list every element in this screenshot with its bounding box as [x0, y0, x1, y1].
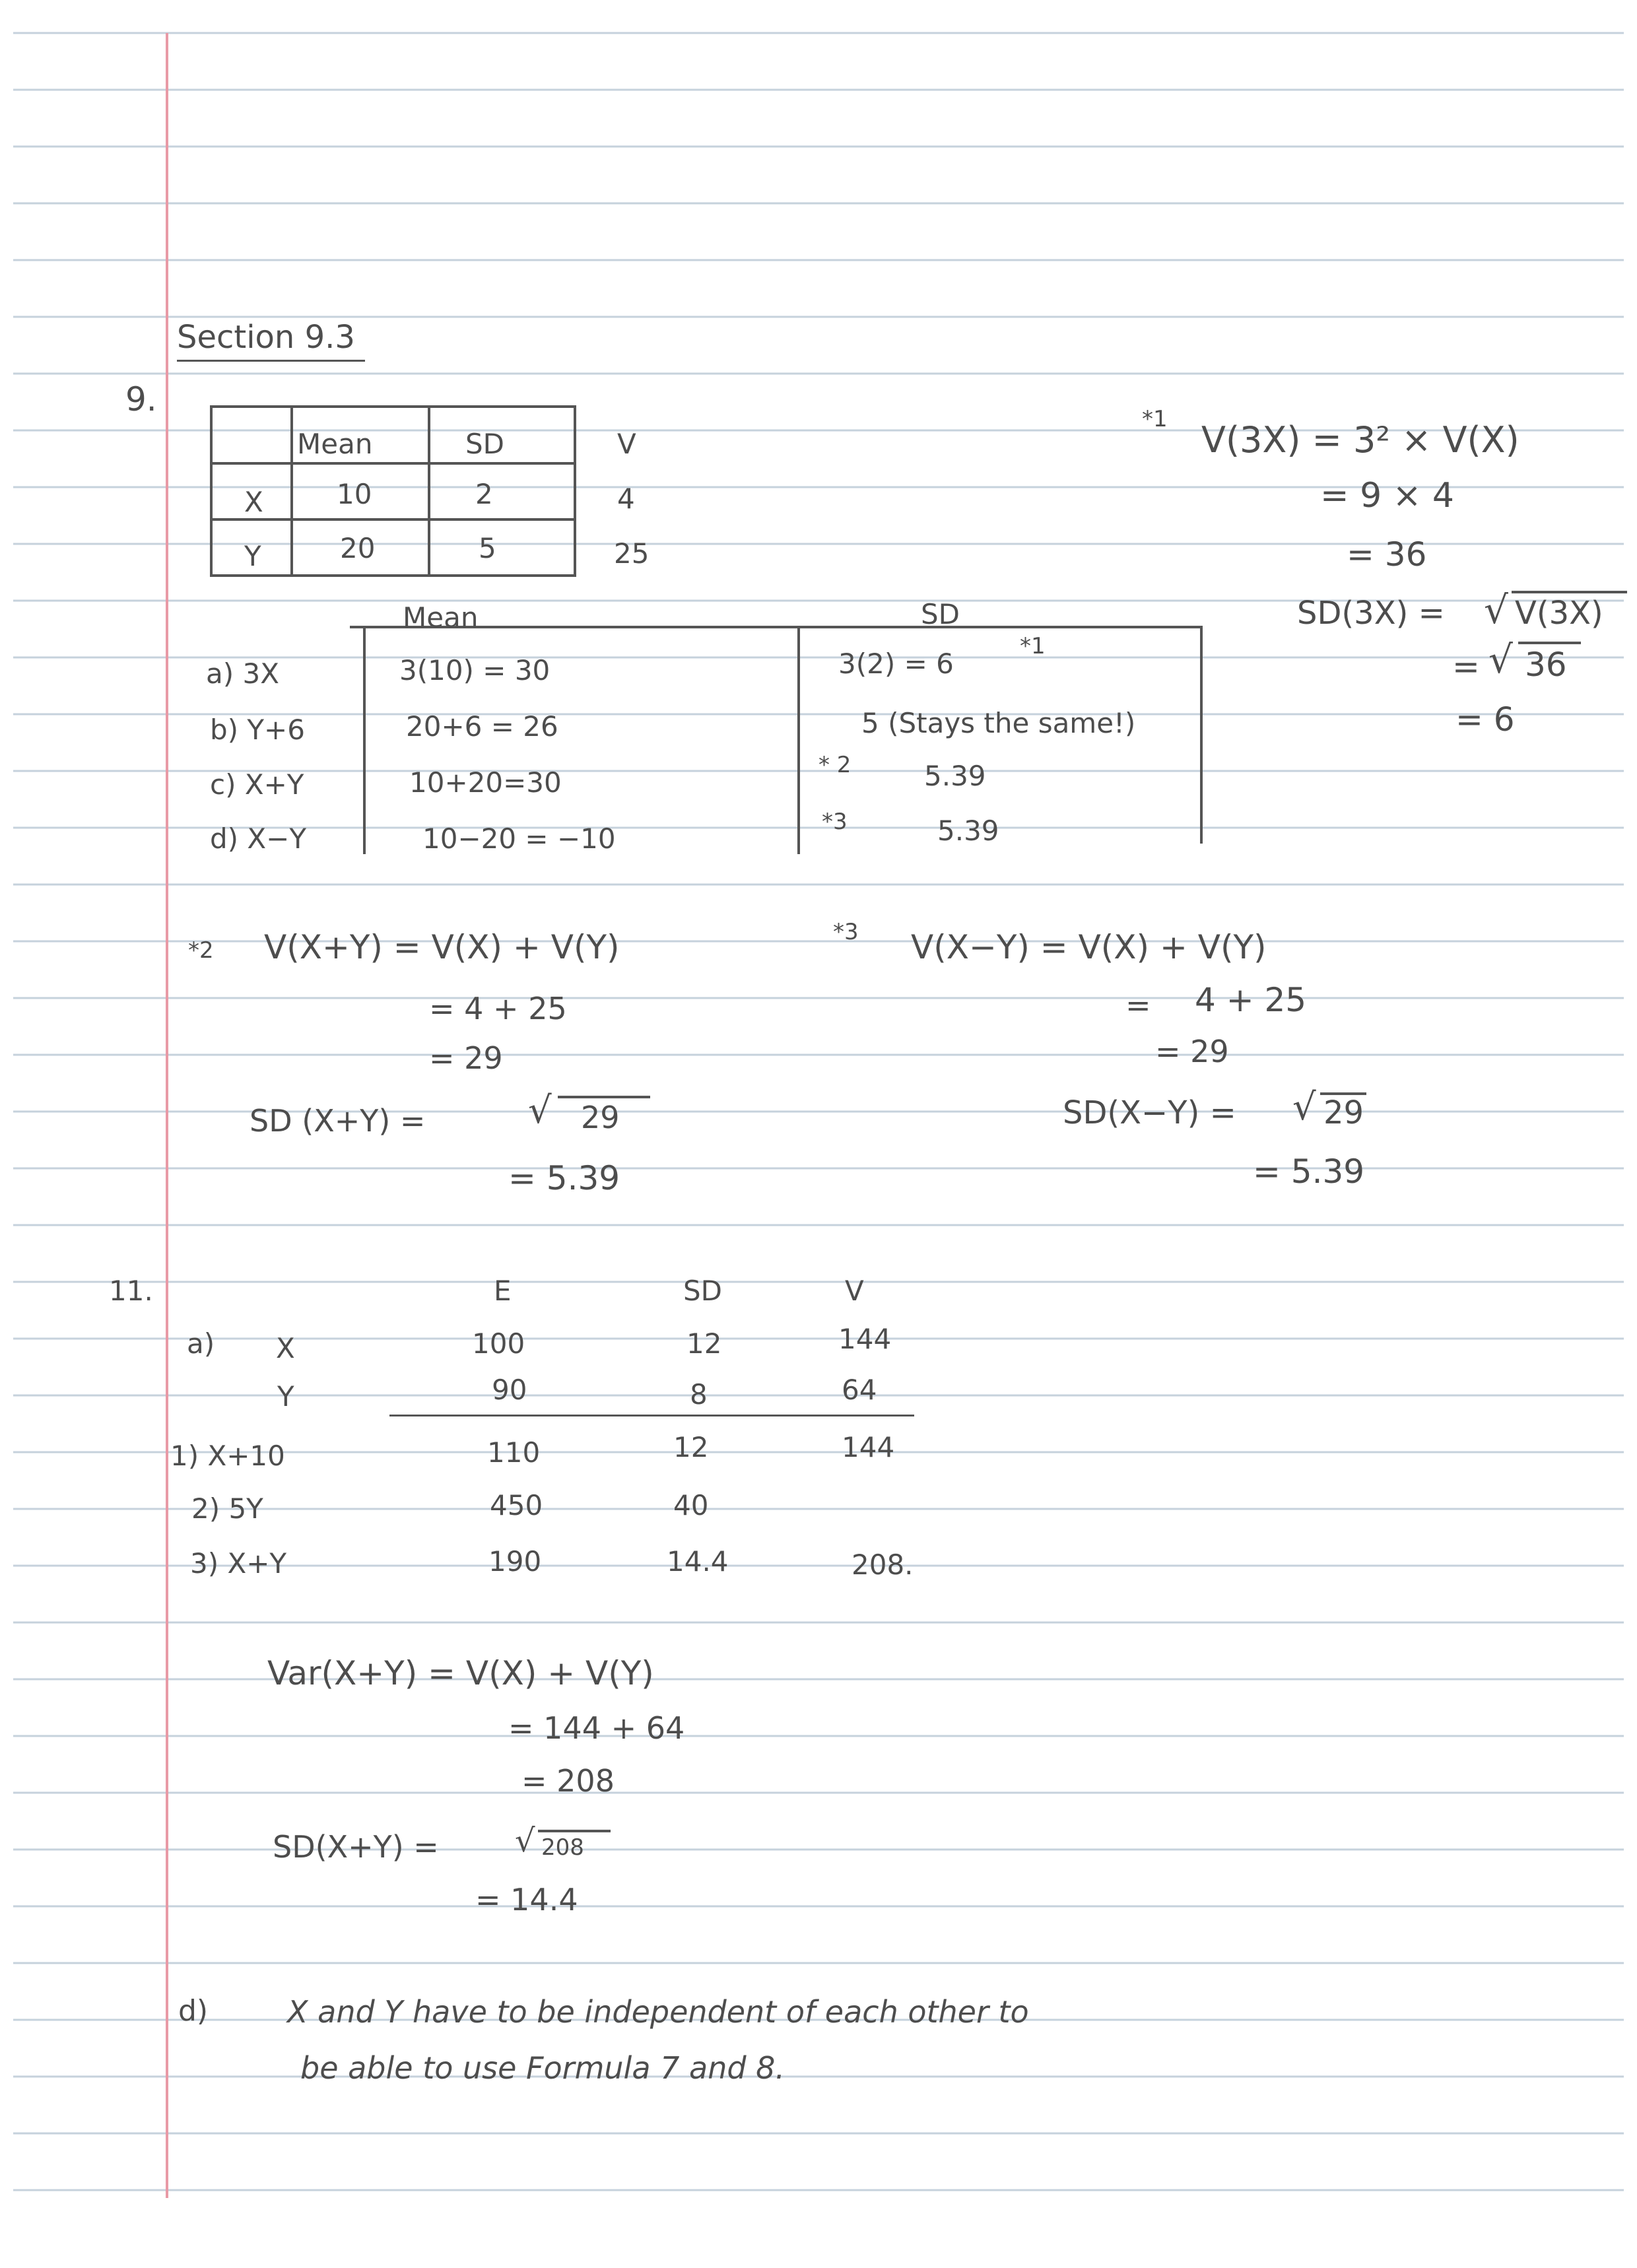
note-line: V(X−Y) = V(X) + V(Y) [911, 928, 1267, 966]
cell-v: 144 [838, 1323, 892, 1355]
cell-e: 190 [488, 1545, 542, 1578]
part-d-line: be able to use Formula 7 and 8. [300, 2050, 785, 2086]
radical-bar [1518, 642, 1581, 644]
cell-e: 90 [492, 1374, 527, 1406]
work-line: SD(X+Y) = [273, 1829, 439, 1865]
row-label: 3) X+Y [190, 1547, 287, 1580]
result-mean: 10+20=30 [409, 766, 562, 799]
note-line: 29 [581, 1100, 620, 1135]
work-line: = 14.4 [475, 1882, 578, 1918]
radical-bar [1512, 591, 1627, 593]
cell-sd: 12 [673, 1431, 709, 1463]
cell-v: 144 [842, 1431, 895, 1463]
note-line: SD(X−Y) = [1063, 1094, 1236, 1131]
cell-e: 100 [472, 1327, 525, 1360]
result-label: d) X−Y [210, 822, 307, 855]
table-cell-v: 25 [614, 537, 650, 570]
table-header-mean: Mean [297, 428, 373, 460]
result-label: c) X+Y [210, 768, 304, 801]
problem-9-number: 9. [125, 380, 157, 418]
table-row-label: X [244, 486, 263, 518]
part-d-label: d) [178, 1994, 209, 2028]
note-line: = 6 [1455, 700, 1515, 739]
note-line: = 5.39 [508, 1159, 620, 1197]
cell-e: 450 [490, 1489, 543, 1521]
title-underline [177, 360, 365, 362]
table-cell-sd: 5 [479, 532, 496, 564]
results-header-mean: Mean [403, 601, 479, 634]
result-sd-mark: *3 [822, 809, 848, 835]
cell-v: 208. [852, 1549, 914, 1581]
note-line: SD(3X) = [1297, 595, 1445, 632]
row-label: Y [277, 1380, 294, 1413]
note-line: 4 + 25 [1195, 981, 1307, 1019]
note-line: = [1125, 987, 1151, 1023]
table-divider [389, 1415, 914, 1417]
result-sd: 5 (Stays the same!) [861, 707, 1136, 739]
note-line: = 5.39 [1253, 1152, 1365, 1191]
result-sd-ref: *1 [1020, 633, 1046, 659]
row-label: X [276, 1332, 295, 1364]
note-line: SD (X+Y) = [250, 1103, 426, 1139]
cell-e: 110 [487, 1436, 541, 1469]
sqrt-symbol: √ [515, 1822, 535, 1859]
result-sd-mark: * 2 [818, 752, 852, 778]
note-line: V(X+Y) = V(X) + V(Y) [264, 928, 620, 966]
table-cell-mean: 10 [337, 478, 372, 510]
note-line: = 29 [1155, 1034, 1229, 1069]
result-mean: 10−20 = −10 [422, 822, 616, 855]
result-sd: 5.39 [924, 760, 986, 792]
sqrt-symbol: √ [1292, 1086, 1316, 1129]
work-line: = 208 [521, 1763, 615, 1799]
result-label: a) 3X [206, 657, 279, 690]
note-marker: *3 [833, 919, 859, 945]
note-line: = 29 [429, 1040, 503, 1076]
result-sd: 5.39 [937, 815, 999, 847]
section-title: Section 9.3 [177, 319, 355, 356]
part-d-line: X and Y have to be independent of each other to [287, 1994, 1029, 2030]
result-sd: 3(2) = 6 [838, 648, 954, 680]
sqrt-symbol: √ [1484, 587, 1508, 632]
result-mean: 3(10) = 30 [399, 654, 551, 686]
note-line: 29 [1323, 1094, 1364, 1131]
note-line: V(3X) [1515, 595, 1603, 632]
note-line: V(3X) = 3² × V(X) [1201, 419, 1520, 461]
table-header-sd: SD [465, 428, 505, 460]
note-line: = 9 × 4 [1320, 476, 1454, 516]
radical-bar [538, 1830, 611, 1832]
col-header-v: V [845, 1275, 864, 1307]
results-header-sd: SD [921, 598, 960, 630]
table-cell-v: 4 [617, 483, 635, 515]
cell-v: 64 [842, 1374, 877, 1406]
row-label: 1) X+10 [170, 1440, 285, 1472]
sqrt-symbol: √ [1488, 637, 1513, 682]
sqrt-symbol: √ [528, 1089, 552, 1132]
cell-sd: 8 [690, 1378, 708, 1411]
cell-sd: 14.4 [667, 1545, 729, 1578]
note-line: = [1452, 648, 1480, 686]
table-header-v: V [617, 428, 636, 460]
note-line: 36 [1525, 646, 1567, 684]
note-marker: *1 [1142, 406, 1168, 432]
work-line: Var(X+Y) = V(X) + V(Y) [267, 1654, 654, 1692]
problem-11-number: 11. [109, 1275, 153, 1307]
col-header-e: E [494, 1275, 512, 1307]
work-line: 208 [541, 1834, 584, 1861]
result-label: b) Y+6 [210, 714, 305, 746]
work-line: = 144 + 64 [508, 1710, 685, 1746]
cell-sd: 40 [673, 1489, 709, 1521]
col-header-sd: SD [683, 1275, 723, 1307]
note-line: = 4 + 25 [429, 991, 567, 1026]
result-mean: 20+6 = 26 [406, 710, 558, 743]
note-line: = 36 [1347, 535, 1427, 574]
table-cell-sd: 2 [475, 478, 493, 510]
radical-bar [558, 1096, 650, 1098]
table-row-label: Y [244, 540, 261, 572]
cell-sd: 12 [686, 1327, 722, 1360]
note-marker: *2 [188, 937, 214, 964]
part-a-label: a) [187, 1327, 215, 1360]
table-cell-mean: 20 [340, 532, 376, 564]
row-label: 2) 5Y [191, 1492, 263, 1525]
